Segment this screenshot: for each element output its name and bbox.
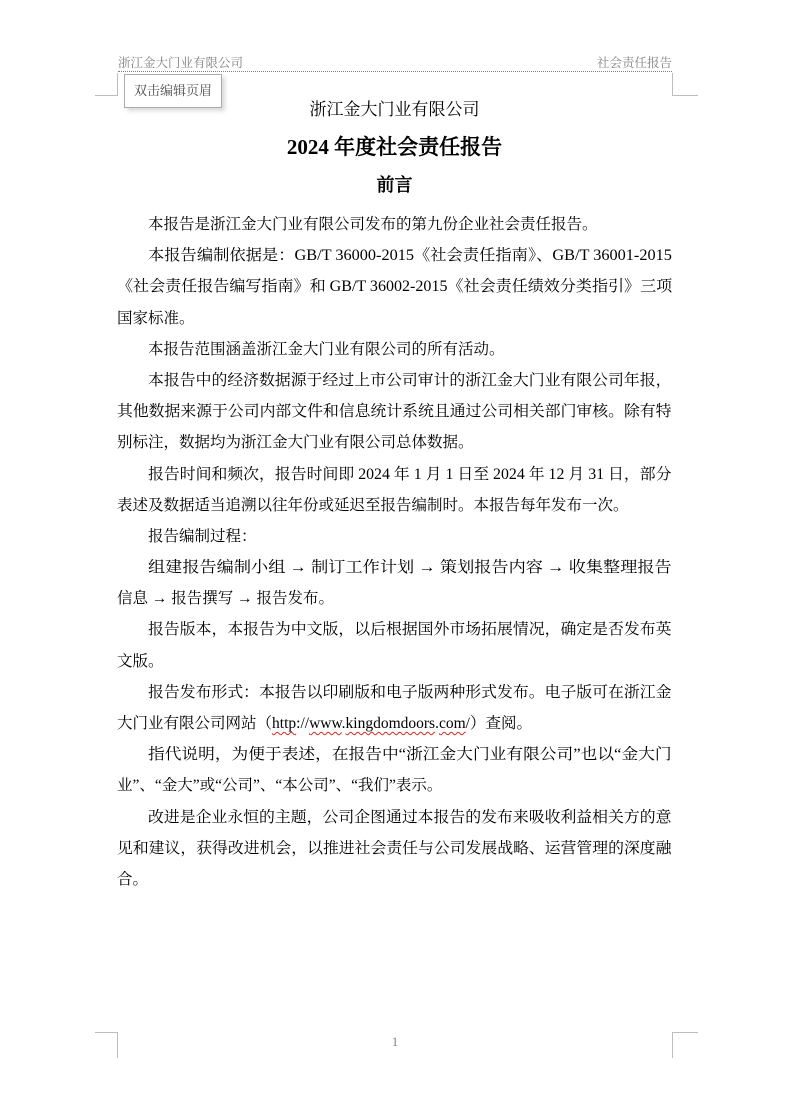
body-paragraphs[interactable] <box>117 209 672 895</box>
paragraph-line: 报告版本，本报告为中文版，以后根据国外市场拓展情况，确定是否发布英 <box>148 621 672 639</box>
document-body[interactable] <box>117 95 672 895</box>
paragraph-line: 报告发布形式：本报告以印刷版和电子版两种形式发布。电子版可在浙江金 <box>148 683 672 701</box>
paragraph-line: 指代说明，为便于表述，在报告中“浙江金大门业有限公司”也以“金大门 <box>148 746 672 764</box>
paragraph-line: 报告编制过程： <box>148 527 257 545</box>
paragraph-line: 别标注，数据均为浙江金大门业有限公司总体数据。 <box>117 434 474 452</box>
paragraph-line: 合。 <box>117 870 149 888</box>
company-title: 浙江金大门业有限公司 <box>309 100 480 119</box>
header-left-text[interactable]: 浙江金大门业有限公司 <box>118 56 244 70</box>
spellcheck-underline: kingdomdoors <box>345 715 436 732</box>
text-boundary-mark-top-right <box>672 73 698 96</box>
paragraph-line: 国家标准。 <box>117 309 195 327</box>
paragraph-line: 本报告范围涵盖浙江金大门业有限公司的所有活动。 <box>148 340 505 358</box>
paragraph-line: 组建报告编制小组 → 制订工作计划 → 策划报告内容 → 收集整理报告 <box>148 559 672 577</box>
page-number: 1 <box>391 1035 399 1049</box>
paragraph-line: 业”、“金大”或“公司”、“本公司”、“我们”表示。 <box>117 777 443 795</box>
paragraph-line: 改进是企业永恒的主题，公司企图通过本报告的发布来吸收利益相关方的意 <box>148 808 672 826</box>
paragraph-line: 大门业有限公司网站（http://www.kingdomdoors.com/）查阅。 <box>117 715 532 732</box>
paragraph-line: 表述及数据适当追溯以往年份或延迟至报告编制时。本报告每年发布一次。 <box>117 496 629 514</box>
paragraph-line: 报告时间和频次，报告时间即 2024 年 1 月 1 日至 2024 年 12 月 31 日，部分 <box>148 465 672 483</box>
paragraph-line: 本报告是浙江金大门业有限公司发布的第九份企业社会责任报告。 <box>148 216 598 233</box>
spellcheck-underline: www <box>309 715 342 732</box>
page-footer[interactable] <box>0 1034 790 1050</box>
paragraph-line: 本报告编制依据是：GB/T 36000-2015《社会责任指南》、GB/T 36001-2015 <box>148 247 672 265</box>
edit-header-tooltip: 双击编辑页眉 <box>124 74 222 108</box>
paragraph-line: 《社会责任报告编写指南》和 GB/T 36002-2015《社会责任绩效分类指引》三项 <box>117 278 673 296</box>
paragraph-line: 本报告中的经济数据源于经过上市公司审计的浙江金大门业有限公司年报， <box>148 371 672 389</box>
paragraph-line: 信息 → 报告撰写 → 报告发布。 <box>117 590 335 608</box>
text-boundary-mark-top-left <box>95 73 118 96</box>
paragraph-line: 文版。 <box>117 652 164 670</box>
paragraph-line: 其他数据来源于公司内部文件和信息统计系统且通过公司相关部门审核。除有特 <box>117 403 672 421</box>
report-title: 2024 年度社会责任报告 <box>286 135 503 159</box>
header-dotted-rule <box>118 71 672 72</box>
spellcheck-underline: http <box>272 715 297 732</box>
paragraph-line: 见和建议，获得改进机会，以推进社会责任与公司发展战略、运营管理的深度融 <box>117 839 672 857</box>
spellcheck-underline: com <box>438 715 466 732</box>
header-right-text[interactable]: 社会责任报告 <box>596 56 672 70</box>
section-title: 前言 <box>376 175 413 195</box>
